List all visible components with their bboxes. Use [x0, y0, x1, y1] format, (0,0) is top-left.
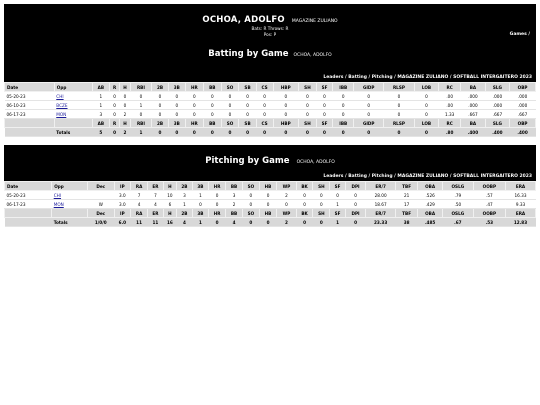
pitching.headers-col-ra: RA — [131, 182, 148, 191]
totals-cell — [5, 128, 55, 137]
table-cell: 1 — [92, 101, 110, 110]
pitching.footer_headers-col-tbf: TBF — [396, 209, 418, 218]
table-cell — [54, 92, 92, 101]
pitching.headers-col-2b: 2B — [176, 182, 192, 191]
table-cell: 0 — [239, 92, 256, 101]
batting.headers-col-r: R — [110, 83, 120, 92]
table-cell — [52, 191, 88, 200]
batting.footer_headers-col-ba: BA — [461, 119, 485, 128]
table-cell: .000 — [510, 92, 536, 101]
batting.footer_headers-col-slg: SLG — [485, 119, 509, 128]
table-cell: 2 — [277, 191, 297, 200]
table-cell: 0 — [333, 110, 354, 119]
table-cell: .00 — [439, 101, 461, 110]
batting.footer_headers-col-ab: AB — [92, 119, 110, 128]
table-cell: 3.0 — [114, 191, 131, 200]
table-cell: 0 — [354, 110, 384, 119]
table-cell: 05-20-23 — [5, 191, 52, 200]
totals-cell: 1 — [330, 218, 345, 227]
totals-cell: .400 — [510, 128, 536, 137]
table-cell: .526 — [418, 191, 443, 200]
table-cell: W — [88, 200, 115, 209]
pitching.footer_headers-col-bb: BB — [226, 209, 243, 218]
table-cell: 1 — [92, 92, 110, 101]
table-cell: 0 — [333, 101, 354, 110]
table-cell: 17 — [396, 200, 418, 209]
table-cell — [52, 200, 88, 209]
pitching.footer_headers-col-3b: 3B — [192, 209, 208, 218]
table-cell: 0 — [316, 110, 332, 119]
position: Pos: P — [263, 31, 277, 37]
table-cell — [88, 191, 115, 200]
batting.headers-col-rbi: RBI — [130, 83, 151, 92]
table-cell: 0 — [296, 200, 313, 209]
totals-cell: 0 — [384, 128, 415, 137]
table-cell: 0 — [277, 200, 297, 209]
totals-cell: 0 — [296, 218, 313, 227]
batting-header-row — [5, 83, 536, 92]
pitching-body — [5, 191, 536, 209]
batting.footer_headers-col-blank — [54, 119, 92, 128]
table-cell: 0 — [221, 101, 239, 110]
table-cell: 0 — [152, 110, 169, 119]
pitching.footer_headers-col-oba: OBA — [418, 209, 443, 218]
table-cell: 0 — [110, 92, 120, 101]
batting.footer_headers-col-2b: 2B — [152, 119, 169, 128]
table-cell: 0 — [110, 101, 120, 110]
pitching.headers-col-bb: BB — [226, 182, 243, 191]
batting.headers-col-lob: LOB — [414, 83, 438, 92]
table-cell: 0 — [384, 110, 415, 119]
batting-title-text: Batting by Game — [208, 49, 289, 59]
totals-cell: 1/0/0 — [88, 218, 115, 227]
batting.footer_headers-col-obp: OBP — [510, 119, 536, 128]
totals-cell — [5, 218, 52, 227]
table-cell: 0 — [299, 101, 317, 110]
pitching.headers-col-dec: Dec — [88, 182, 115, 191]
table-cell: 0 — [185, 110, 203, 119]
table-cell: 0 — [185, 92, 203, 101]
batting.headers-col-rc: RC — [439, 83, 461, 92]
pitching.headers-col-date: Date — [5, 182, 52, 191]
table-cell: 2 — [120, 110, 131, 119]
table-row — [5, 101, 536, 110]
totals-cell: 6.0 — [114, 218, 131, 227]
totals-cell: 0 — [414, 128, 438, 137]
pitching.headers-col-oobp: OOBP — [473, 182, 505, 191]
batting.headers-col-opp: Opp — [54, 83, 92, 92]
totals-cell: 0 — [221, 128, 239, 137]
table-cell: 0 — [299, 110, 317, 119]
page — [4, 4, 536, 227]
batting-breadcrumb[interactable]: Leaders / Batting / Pitching / MAGAZINE ZULIANO / SOFTBALL INTERGAITERO 2023 — [4, 63, 536, 82]
totals-cell: .400 — [485, 128, 509, 137]
pitching.headers-col-ip: IP — [114, 182, 131, 191]
pitching.footer_headers-col-so: SO — [242, 209, 259, 218]
pitching.headers-col-sh: SH — [313, 182, 330, 191]
opponent-link[interactable]: MON — [53, 201, 64, 207]
table-cell: 0 — [120, 101, 131, 110]
table-cell: 0 — [384, 92, 415, 101]
totals-cell: 0 — [316, 128, 332, 137]
table-cell: 05-20-23 — [5, 92, 55, 101]
table-cell: 0 — [120, 92, 131, 101]
totals-cell: 0 — [256, 128, 273, 137]
table-cell: .000 — [485, 101, 509, 110]
table-cell: .57 — [473, 191, 505, 200]
table-cell: 2 — [226, 200, 243, 209]
pitching-totals-row — [5, 218, 536, 227]
batting.headers-col-rlsp: RLSP — [384, 83, 415, 92]
table-cell: 3 — [176, 191, 192, 200]
table-cell: 0 — [333, 92, 354, 101]
batting.headers-col-bb: BB — [204, 83, 222, 92]
pitching.headers-col-hb: HB — [259, 182, 276, 191]
batting.headers-col-ba: BA — [461, 83, 485, 92]
table-cell: .000 — [461, 92, 485, 101]
batting-footer-header-row — [5, 119, 536, 128]
totals-cell: 0 — [204, 128, 222, 137]
totals-cell: 1 — [130, 128, 151, 137]
pitching.footer_headers-col-ra: RA — [131, 209, 148, 218]
player-team: MAGAZINE ZULIANO — [291, 19, 338, 24]
table-cell: 0 — [221, 110, 239, 119]
pitching.footer_headers-col-hr: HR — [208, 209, 225, 218]
table-cell: 28.00 — [366, 191, 396, 200]
table-cell: 0 — [345, 200, 365, 209]
totals-cell: 0 — [333, 128, 354, 137]
pitching.headers-col-oslg: OSLG — [442, 182, 473, 191]
pitching.footer_headers-col-er-7: ER/7 — [366, 209, 396, 218]
table-cell: 0 — [273, 101, 298, 110]
table-cell: 0 — [414, 101, 438, 110]
batting.headers-col-so: SO — [221, 83, 239, 92]
table-cell: 0 — [273, 92, 298, 101]
table-cell: .667 — [461, 110, 485, 119]
pitching.headers-col-h: H — [163, 182, 176, 191]
totals-cell: 4 — [176, 218, 192, 227]
batting.headers-col-h: H — [120, 83, 131, 92]
table-cell: 0 — [168, 92, 185, 101]
batting.footer_headers-col-so: SO — [221, 119, 239, 128]
pitching.footer_headers-col-sf: SF — [330, 209, 345, 218]
totals-cell: 1 — [192, 218, 208, 227]
batting.headers-col-2b: 2B — [152, 83, 169, 92]
player-header — [4, 4, 536, 63]
table-cell: .50 — [442, 200, 473, 209]
table-cell: 0 — [256, 92, 273, 101]
table-cell: 0 — [259, 200, 276, 209]
pitching-breadcrumb[interactable]: Leaders / Batting / Pitching / MAGAZINE ZULIANO / SOFTBALL INTERGAITERO 2023 — [4, 170, 536, 181]
batting-totals-row — [5, 128, 536, 137]
table-cell: 4 — [131, 200, 148, 209]
opponent-link[interactable]: BCZE — [56, 102, 68, 108]
opponent-link[interactable]: CHI — [56, 93, 64, 99]
pitching.headers-col-er-7: ER/7 — [366, 182, 396, 191]
batting.headers-col-sh: SH — [299, 83, 317, 92]
table-cell: 1 — [176, 200, 192, 209]
pitching-subtitle: OCHOA, ADOLFO — [296, 160, 335, 165]
batting-subtitle: OCHOA, ADOLFO — [293, 53, 332, 58]
table-row — [5, 191, 536, 200]
table-cell: 1 — [130, 101, 151, 110]
table-cell: 0 — [242, 200, 259, 209]
pitching.headers-col-tbf: TBF — [396, 182, 418, 191]
totals-cell: 38 — [396, 218, 418, 227]
totals-cell: 0 — [299, 128, 317, 137]
table-cell: 0 — [316, 101, 332, 110]
batting.footer_headers-col-bb: BB — [204, 119, 222, 128]
table-cell: .000 — [485, 92, 509, 101]
table-cell: 0 — [384, 101, 415, 110]
table-cell: 0 — [185, 101, 203, 110]
table-cell: 3 — [92, 110, 110, 119]
table-cell: 06-17-23 — [5, 200, 52, 209]
totals-cell: 0 — [168, 128, 185, 137]
totals-cell: 0 — [273, 128, 298, 137]
totals-cell: 0 — [110, 128, 120, 137]
table-cell: 0 — [256, 101, 273, 110]
pitching.footer_headers-col-dpi: DPI — [345, 209, 365, 218]
table-cell: 0 — [354, 92, 384, 101]
totals-cell: .400 — [461, 128, 485, 137]
pitching.footer_headers-col-ip: IP — [114, 209, 131, 218]
batting.headers-col-hbp: HBP — [273, 83, 298, 92]
table-cell: .00 — [439, 92, 461, 101]
pitching.headers-col-oba: OBA — [418, 182, 443, 191]
table-cell: 0 — [168, 101, 185, 110]
pitching.headers-col-hr: HR — [208, 182, 225, 191]
batting.headers-col-cs: CS — [256, 83, 273, 92]
pitching.headers-col-3b: 3B — [192, 182, 208, 191]
totals-cell: 5 — [92, 128, 110, 137]
totals-cell: .67 — [442, 218, 473, 227]
table-cell: .47 — [473, 200, 505, 209]
table-cell: 7 — [147, 191, 163, 200]
table-cell: 10 — [163, 191, 176, 200]
table-cell: 0 — [204, 92, 222, 101]
table-cell: 3.0 — [114, 200, 131, 209]
table-cell: .667 — [485, 110, 509, 119]
table-cell: 0 — [296, 191, 313, 200]
batting.footer_headers-col-rc: RC — [439, 119, 461, 128]
pitching.footer_headers-col-2b: 2B — [176, 209, 192, 218]
table-cell: 06-10-23 — [5, 101, 55, 110]
totals-cell: 0 — [242, 218, 259, 227]
totals-cell: 11 — [147, 218, 163, 227]
pitching.footer_headers-col-hb: HB — [259, 209, 276, 218]
pitching.footer_headers-col-sh: SH — [313, 209, 330, 218]
table-cell: 0 — [130, 92, 151, 101]
batting-title — [4, 49, 536, 59]
table-cell: 0 — [130, 110, 151, 119]
table-cell: 0 — [152, 101, 169, 110]
pitching.footer_headers-col-blank — [5, 209, 52, 218]
table-cell: 0 — [256, 110, 273, 119]
batting.footer_headers-col-rlsp: RLSP — [384, 119, 415, 128]
batting.footer_headers-col-h: H — [120, 119, 131, 128]
batting.footer_headers-col-lob: LOB — [414, 119, 438, 128]
bats-throws: Bats: R Throws: R — [251, 26, 289, 31]
table-cell: 1.33 — [439, 110, 461, 119]
table-cell: 0 — [330, 191, 345, 200]
table-cell: 0 — [259, 191, 276, 200]
pitching.footer_headers-col-blank — [52, 209, 88, 218]
table-cell: 9.33 — [506, 200, 536, 209]
totals-cell: 12.83 — [506, 218, 536, 227]
table-cell: 7 — [131, 191, 148, 200]
table-cell: 0 — [273, 110, 298, 119]
pitching.footer_headers-col-oobp: OOBP — [473, 209, 505, 218]
table-cell: .667 — [510, 110, 536, 119]
totals-cell: 23.33 — [366, 218, 396, 227]
table-row — [5, 110, 536, 119]
table-cell: 0 — [152, 92, 169, 101]
games-link[interactable]: Games / — [509, 32, 530, 37]
totals-cell: 0 — [239, 128, 256, 137]
table-cell: 0 — [316, 92, 332, 101]
batting-body — [5, 92, 536, 119]
table-cell: 0 — [192, 200, 208, 209]
table-cell: .000 — [461, 101, 485, 110]
table-cell: 1 — [192, 191, 208, 200]
pitching.headers-col-so: SO — [242, 182, 259, 191]
table-cell: 0 — [208, 191, 225, 200]
totals-cell: 0 — [259, 218, 276, 227]
table-cell: 21 — [396, 191, 418, 200]
table-cell: 18.67 — [366, 200, 396, 209]
totals-cell: 4 — [226, 218, 243, 227]
table-cell: 6 — [163, 200, 176, 209]
table-cell: 0 — [345, 191, 365, 200]
pitching-header-row — [5, 182, 536, 191]
pitching-title: Pitching by Game — [205, 156, 290, 166]
pitching-header — [4, 145, 536, 170]
pitching-table — [4, 181, 536, 227]
totals-cell: 0 — [185, 128, 203, 137]
batting.footer_headers-col-sb: SB — [239, 119, 256, 128]
totals-cell: .485 — [418, 218, 443, 227]
table-cell: .429 — [418, 200, 443, 209]
pitching.footer_headers-col-oslg: OSLG — [442, 209, 473, 218]
player-name: OCHOA, ADOLFO — [202, 15, 285, 25]
table-cell: 3 — [226, 191, 243, 200]
table-cell: 0 — [242, 191, 259, 200]
batting.headers-col-ab: AB — [92, 83, 110, 92]
table-cell: 0 — [110, 110, 120, 119]
totals-cell: 0 — [354, 128, 384, 137]
table-cell: 0 — [414, 92, 438, 101]
table-cell: 16.33 — [506, 191, 536, 200]
batting.footer_headers-col-r: R — [110, 119, 120, 128]
pitching.footer_headers-col-dec: Dec — [88, 209, 115, 218]
totals-cell: .53 — [473, 218, 505, 227]
table-cell: 0 — [221, 92, 239, 101]
table-cell: .79 — [442, 191, 473, 200]
batting.headers-col-sf: SF — [316, 83, 332, 92]
table-cell: 0 — [168, 110, 185, 119]
totals-cell: 0 — [345, 218, 365, 227]
batting.footer_headers-col-cs: CS — [256, 119, 273, 128]
batting.footer_headers-col-rbi: RBI — [130, 119, 151, 128]
table-cell: 0 — [239, 101, 256, 110]
totals-cell: 0 — [208, 218, 225, 227]
pitching.headers-col-sf: SF — [330, 182, 345, 191]
pitching.footer_headers-col-h: H — [163, 209, 176, 218]
table-cell — [54, 110, 92, 119]
table-cell: 0 — [414, 110, 438, 119]
pitching-footer-header-row — [5, 209, 536, 218]
pitching.headers-col-er: ER — [147, 182, 163, 191]
opponent-link[interactable]: CHI — [53, 192, 62, 198]
pitching.headers-col-dpi: DPI — [345, 182, 365, 191]
table-row — [5, 200, 536, 209]
totals-cell: 11 — [131, 218, 148, 227]
table-cell: 0 — [204, 110, 222, 119]
table-cell: 0 — [208, 200, 225, 209]
table-cell: 4 — [147, 200, 163, 209]
table-cell: 0 — [313, 200, 330, 209]
pitching.headers-col-era: ERA — [506, 182, 536, 191]
pitching.footer_headers-col-wp: WP — [277, 209, 297, 218]
table-cell — [54, 101, 92, 110]
batting.footer_headers-col-sf: SF — [316, 119, 332, 128]
totals-cell: 0 — [152, 128, 169, 137]
batting.headers-col-obp: OBP — [510, 83, 536, 92]
batting.headers-col-hr: HR — [185, 83, 203, 92]
pitching.headers-col-bk: BK — [296, 182, 313, 191]
batting.headers-col-gidp: GIDP — [354, 83, 384, 92]
table-row — [5, 92, 536, 101]
opponent-link[interactable]: MON — [56, 111, 67, 117]
totals-label: Totals — [54, 128, 92, 137]
batting.footer_headers-col-hbp: HBP — [273, 119, 298, 128]
totals-cell: .80 — [439, 128, 461, 137]
table-cell: 1 — [330, 200, 345, 209]
batting.headers-col-ibb: IBB — [333, 83, 354, 92]
table-cell: .000 — [510, 101, 536, 110]
totals-cell: 16 — [163, 218, 176, 227]
batting.footer_headers-col-ibb: IBB — [333, 119, 354, 128]
batting.footer_headers-col-sh: SH — [299, 119, 317, 128]
batting.footer_headers-col-hr: HR — [185, 119, 203, 128]
table-cell: 0 — [299, 92, 317, 101]
table-cell: 0 — [354, 101, 384, 110]
table-cell: 0 — [204, 101, 222, 110]
batting.footer_headers-col-blank — [5, 119, 55, 128]
totals-cell: 2 — [120, 128, 131, 137]
batting.headers-col-sb: SB — [239, 83, 256, 92]
pitching.headers-col-wp: WP — [277, 182, 297, 191]
pitching.headers-col-opp: Opp — [52, 182, 88, 191]
table-cell: 06-17-23 — [5, 110, 55, 119]
batting-table — [4, 82, 536, 137]
table-cell: 0 — [239, 110, 256, 119]
batting.headers-col-3b: 3B — [168, 83, 185, 92]
totals-label: Totals — [52, 218, 88, 227]
totals-cell: 0 — [313, 218, 330, 227]
batting.footer_headers-col-gidp: GIDP — [354, 119, 384, 128]
pitching.footer_headers-col-bk: BK — [296, 209, 313, 218]
batting.headers-col-slg: SLG — [485, 83, 509, 92]
batting.headers-col-date: Date — [5, 83, 55, 92]
totals-cell: 2 — [277, 218, 297, 227]
pitching.footer_headers-col-era: ERA — [506, 209, 536, 218]
batting.footer_headers-col-3b: 3B — [168, 119, 185, 128]
pitching.footer_headers-col-er: ER — [147, 209, 163, 218]
table-cell: 0 — [313, 191, 330, 200]
